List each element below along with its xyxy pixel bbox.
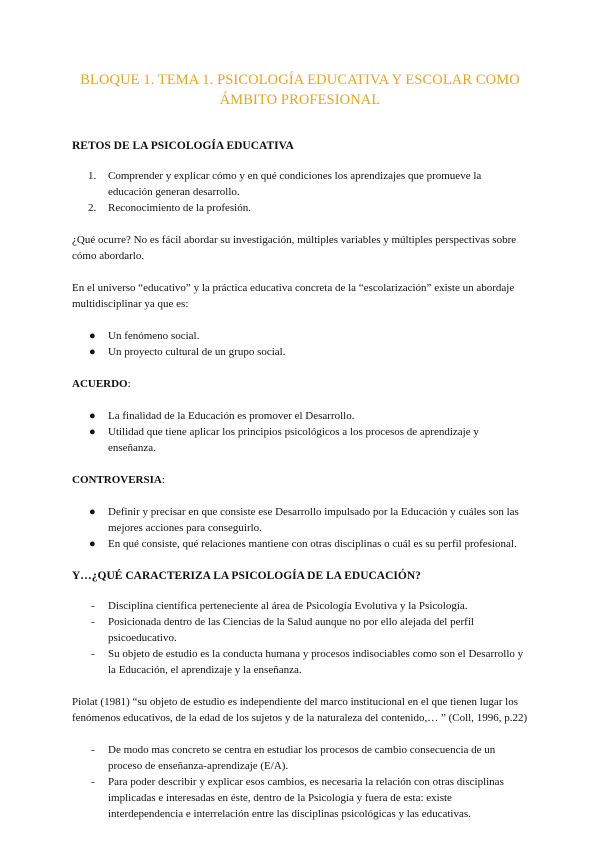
list-item: ● Un fenómeno social. xyxy=(89,330,200,342)
dash-list-cambios xyxy=(72,742,528,822)
document-title: BLOQUE 1. TEMA 1. PSICOLOGÍA EDUCATIVA Y ESCOLAR COMO ÁMBITO PROFESIONAL xyxy=(80,72,520,108)
list-item: ● En qué consiste, qué relaciones mantiene con otras disciplinas o cuál es su perfil profesional. xyxy=(89,538,517,550)
list-item: - Su objeto de estudio es la conducta humana y procesos indisociables como son el Desarrollo y la Educación, el aprendizaje y la enseñanza. xyxy=(91,648,524,676)
list-item: - Para poder describir y explicar esos cambios, es necesaria la relación con otras disciplinas implicadas e interesadas en éste, dentro de la Psicología y fuera de esta: existe interdependencia e interrelación entre las disciplinas psicológicas y las educativas. xyxy=(91,776,504,820)
list-item: ● Utilidad que tiene aplicar los principios psicológicos a los procesos de aprendizaje y enseñanza. xyxy=(89,426,479,454)
numbered-list-retos xyxy=(72,168,528,216)
paragraph-piolat-quote: Piolat (1981) “su objeto de estudio es independiente del marco institucional en el que tienen lugar los fenómenos educativos, de la edad de los sujetos y de la naturaleza del contenido,… ” (Coll, 1996, p.22) xyxy=(72,696,528,724)
list-item: 2. Reconocimiento de la profesión. xyxy=(88,202,251,214)
section-heading-caracteriza: Y…¿QUÉ CARACTERIZA LA PSICOLOGÍA DE LA EDUCACIÓN? xyxy=(72,570,421,582)
label-controversia: CONTROVERSIA: xyxy=(72,474,165,486)
paragraph-que-ocurre: ¿Qué ocurre? No es fácil abordar su investigación, múltiples variables y múltiples perspectivas sobre cómo abordarlo. xyxy=(72,234,517,262)
list-item: 1. Comprender y explicar cómo y en qué condiciones los aprendizajes que promueve la educación generan desarrollo. xyxy=(88,170,482,198)
bullet-list-acuerdo xyxy=(72,408,528,456)
list-item: - De modo mas concreto se centra en estudiar los procesos de cambio consecuencia de un proceso de enseñanza-aprendizaje (E/A). xyxy=(91,744,496,772)
list-item: - Disciplina científica perteneciente al área de Psicología Evolutiva y la Psicología. xyxy=(91,600,468,612)
list-item: ● La finalidad de la Educación es promover el Desarrollo. xyxy=(89,410,355,422)
list-item: - Posicionada dentro de las Ciencias de la Salud aunque no por ello alejada del perfil psicoeducativo. xyxy=(91,616,474,644)
bullet-list-controversia xyxy=(72,504,528,552)
list-item: ● Un proyecto cultural de un grupo social. xyxy=(89,346,286,358)
list-item: ● Definir y precisar en que consiste ese Desarrollo impulsado por la Educación y cuáles son las mejores acciones para conseguirlo. xyxy=(89,506,519,534)
label-acuerdo: ACUERDO: xyxy=(72,378,131,390)
bullet-list-fenomeno xyxy=(72,328,528,360)
section-heading-retos: RETOS DE LA PSICOLOGÍA EDUCATIVA xyxy=(72,140,294,152)
paragraph-universo-educativo: En el universo “educativo” y la práctica educativa concreta de la “escolarización” existe un abordaje multidisciplinar ya que es: xyxy=(72,282,515,310)
dash-list-caracteriza xyxy=(72,598,528,678)
